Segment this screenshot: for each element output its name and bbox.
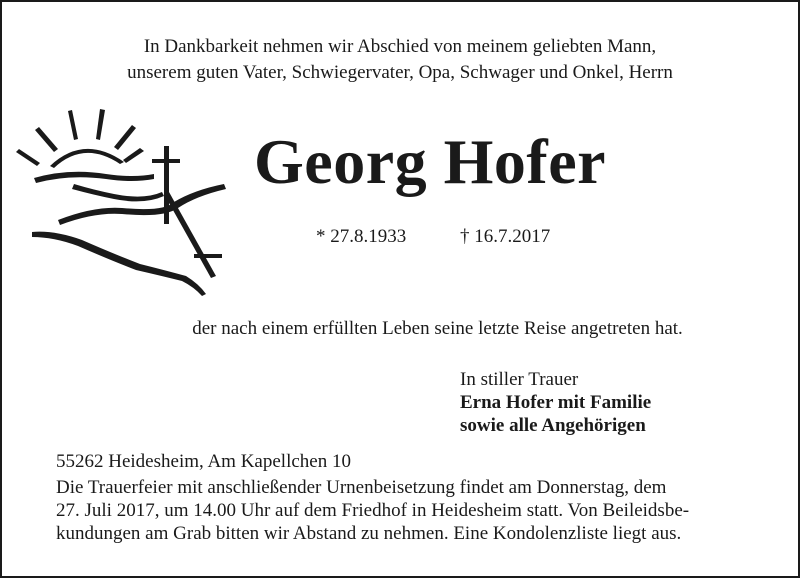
mourners-block	[460, 368, 651, 437]
notice-line-1: Die Trauerfeier mit anschließender Urnenbeisetzung findet am Donnerstag, dem	[56, 477, 667, 498]
intro-line-2: unserem guten Vater, Schwiegervater, Opa, Schwager und Onkel, Herrn	[127, 62, 673, 83]
journey-text: der nach einem erfüllten Leben seine letzte Reise angetreten hat.	[192, 318, 683, 339]
mourners-line-3: sowie alle Angehörigen	[460, 415, 646, 436]
intro-line-1: In Dankbarkeit nehmen wir Abschied von meinem geliebten Mann,	[143, 36, 657, 57]
deceased-name: Georg Hofer	[254, 126, 606, 197]
notice-line-2: 27. Juli 2017, um 14.00 Uhr auf dem Friedhof in Heidesheim statt. Von Beileidsbe-	[56, 500, 690, 521]
birth-date: * 27.8.1933	[316, 226, 407, 247]
intro-text	[0, 34, 800, 86]
death-date: † 16.7.2017	[460, 226, 551, 247]
sunset-cross-icon	[14, 104, 244, 304]
funeral-notice	[56, 476, 756, 545]
mourners-line-1: In stiller Trauer	[460, 369, 579, 390]
notice-line-3: kundungen am Grab bitten wir Abstand zu nehmen. Eine Kondolenzliste liegt aus.	[56, 523, 682, 544]
mourners-line-2: Erna Hofer mit Familie	[460, 392, 652, 413]
address: 55262 Heidesheim, Am Kapellchen 10	[56, 451, 351, 472]
